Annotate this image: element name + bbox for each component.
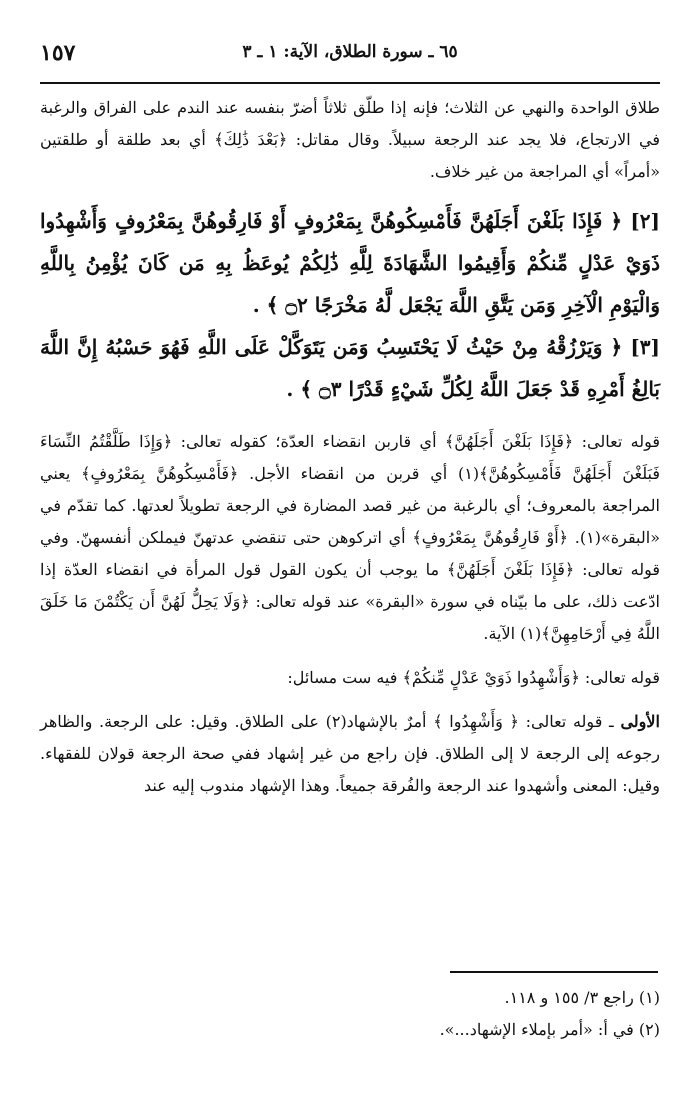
masala-paragraph — [40, 706, 660, 802]
verse-2 — [40, 200, 660, 326]
commentary-paragraph: قوله تعالى: ﴿وَأَشْهِدُوا ذَوَيْ عَدْلٍ مِّنكُمْ﴾ فيه ست مسائل: — [287, 668, 660, 687]
intro-paragraph: طلاق الواحدة والنهي عن الثلاث؛ فإنه إذا طلّق ثلاثاً أضرّ بنفسه عند الندم على الفراق والرغبة في الارتجاع، فلا يجد عند الرجعة سبيلاً. وقال مقاتل: ﴿بَعْدَ ذَٰلِكَ﴾ أي بعد طلقة أو طلقتين «أمراً» أي المراجعة من غير خلاف. — [40, 98, 660, 181]
commentary-paragraph: قوله تعالى: ﴿فَإِذَا بَلَغْنَ أَجَلَهُنَّ﴾ أي قاربن انقضاء العدّة؛ كقوله تعالى: ﴿وَإِذَا طَلَّقْتُمُ النِّسَاءَ فَبَلَغْنَ أَجَلَهُنَّ فَأَمْسِكُوهُنَّ﴾(١) أي قربن من انقضاء الأجل. ﴿فَأَمْسِكُوهُنَّ بِمَعْرُوفٍ﴾ يعني المراجعة بالمعروف؛ أي بالرغبة من غير قصد المضارة في الرجعة تطويلاً لعدتها. كما تقدّم في «البقرة»(١). ﴿أَوْ فَارِقُوهُنَّ بِمَعْرُوفٍ﴾ أي اتركوهن حتى تنقضي عدتهنّ فيملكن أنفسهنّ. وفي قوله تعالى: ﴿فَإِذَا بَلَغْنَ أَجَلَهُنَّ﴾ ما يوجب أن يكون القول قول المرأة في انقضاء العدّة إذا ادّعت ذلك، على ما بيّناه في سورة «البقرة» عند قوله تعالى: ﴿وَلَا يَحِلُّ لَهُنَّ أَن يَكْتُمْنَ مَا خَلَقَ اللَّهُ فِي أَرْحَامِهِنَّ﴾(١) الآية. — [40, 432, 661, 643]
verse-text: ﴿ وَيَرْزُقْهُ مِنْ حَيْثُ لَا يَحْتَسِبُ وَمَن يَتَوَكَّلْ عَلَى اللَّهِ فَهُوَ حَسْبُهُ إِنَّ اللَّهَ بَالِغُ أَمْرِهِ قَدْ جَعَلَ اللَّهُ لِكُلِّ شَيْءٍ قَدْرًا ۝٣ ﴾ . — [40, 335, 660, 401]
masala-lead: الأولى — [620, 712, 660, 731]
verse-text: ﴿ فَإِذَا بَلَغْنَ أَجَلَهُنَّ فَأَمْسِكُوهُنَّ بِمَعْرُوفٍ أَوْ فَارِقُوهُنَّ بِمَعْرُوفٍ وَأَشْهِدُوا ذَوَيْ عَدْلٍ مِّنكُمْ وَأَقِيمُوا الشَّهَادَةَ لِلَّهِ ذَٰلِكُمْ يُوعَظُ بِهِ مَن كَانَ يُؤْمِنُ بِاللَّهِ وَالْيَوْمِ الْآخِرِ وَمَن يَتَّقِ اللَّهَ يَجْعَل لَّهُ مَخْرَجًا ۝٢ ﴾ . — [40, 209, 660, 317]
verse-3 — [40, 326, 660, 410]
verse-number: [٣] — [630, 335, 660, 359]
footnote: (٢) في أ: «أمر بإملاء الإشهاد...». — [439, 1020, 660, 1039]
footnotes — [40, 982, 660, 1046]
verse-number: [٢] — [630, 209, 661, 233]
page-number: ١٥٧ — [40, 40, 76, 66]
masala-text: ـ قوله تعالى: ﴿ وَأَشْهِدُوا ﴾ أمرٌ بالإشهاد(٢) على الطلاق. وقيل: على الرجعة. والظاهر رجوعه إلى الرجعة لا إلى الطلاق. فإن راجع من غير إشهاد ففي صحة الرجعة قولان للفقهاء. وقيل: المعنى وأشهدوا عند الرجعة والفُرقة جميعاً. وهذا الإشهاد مندوب إليه عند — [40, 712, 661, 795]
running-title: ٦٥ ـ سورة الطلاق، الآية: ١ ـ ٣ — [242, 42, 458, 62]
footnote-rule — [450, 971, 658, 973]
footnote: (١) راجع ٣/ ١٥٥ و ١١٨. — [504, 988, 660, 1007]
running-header — [40, 40, 660, 74]
header-rule — [40, 82, 660, 84]
page-body — [40, 92, 660, 802]
